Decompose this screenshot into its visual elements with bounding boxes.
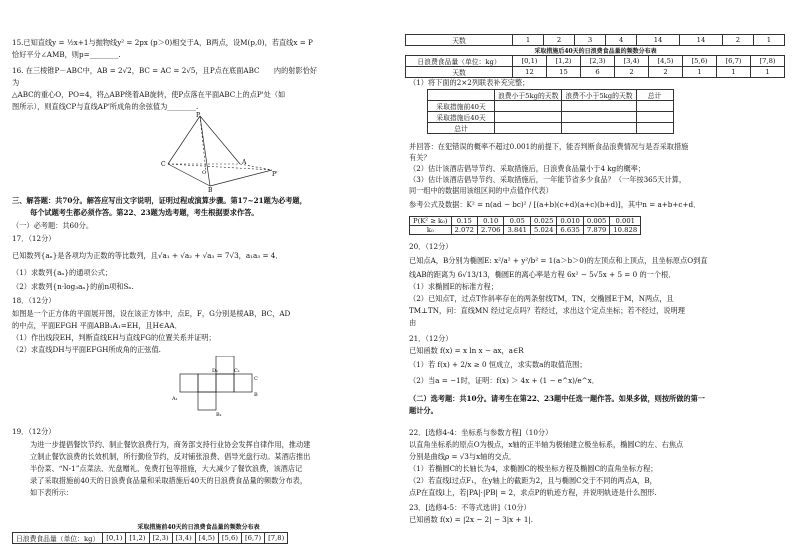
- q18-part2: （2）求直线DH与平面EFGH所成角的正弦值.: [12, 345, 161, 354]
- q20-part2: （2）已知点T，过点T作斜率存在的两条射线TM，TN，交椭圆E于M，N两点，且: [409, 294, 674, 303]
- ct-cell: [562, 101, 636, 112]
- ct-header: 总计: [636, 90, 673, 101]
- ct-cell: [636, 112, 673, 123]
- section-optional-line2: 题计分。: [409, 406, 438, 415]
- table1-bin: [4,5): [195, 533, 218, 544]
- table1-bin: [1,2): [126, 533, 149, 544]
- table-row: [428, 123, 674, 134]
- table1-day-count: 4: [606, 35, 637, 46]
- label-C: C: [161, 161, 166, 168]
- table1-day-count: 3: [575, 35, 606, 46]
- table2-post-measure: [405, 55, 785, 78]
- q17-part2: （2）求数列{n·log₃aₙ}的前n项和Sₙ.: [12, 282, 134, 291]
- table2-day-count: 2: [615, 67, 649, 78]
- table-row: [428, 101, 674, 112]
- q20-part1: （1）求椭圆E的标准方程；: [409, 282, 498, 291]
- label-B: B: [208, 187, 213, 192]
- ct-row-label: 采取措施后40天: [428, 112, 495, 123]
- q20-part2-cont: TM⊥TN，问：直线MN 经过定点吗？若经过，求出这个定点坐标；若不经过，说明理: [409, 306, 685, 315]
- q20-part2-end: 由: [409, 318, 417, 327]
- table1-bin: [6,7): [242, 533, 265, 544]
- table2-bin: [2,3): [581, 56, 615, 67]
- q22-part2: （2）若直线l过点F₁，在y轴上的截距为2，且与椭圆C交于不同的两点A，B，: [409, 476, 657, 485]
- table1-bin: [0,1): [103, 533, 126, 544]
- table2-bin: [5,6): [683, 56, 717, 67]
- q19-part3: （3）估计该酒店倡导节约、采取措施后，一年能节省多少食品？（一年按365天计算，: [409, 175, 687, 184]
- table2-bin: [0,1): [513, 56, 547, 67]
- ct-cell: [562, 123, 636, 134]
- net-label-B1: B₁: [216, 412, 222, 418]
- ref-header: 0.05: [504, 217, 530, 226]
- q23-stem: 已知函数 f(x) = |2x − 2| − 3|x + 1|.: [409, 515, 534, 524]
- q19-part1: （1）将下面的2×2列联表补充完整；: [409, 78, 530, 87]
- ref-value: 2.072: [451, 226, 477, 235]
- table1-header-label: 日浪费食品量（单位：kg）: [13, 533, 103, 544]
- ref-value: 10.828: [610, 226, 641, 235]
- q19-part3-cont: 同一组中的数据用该组区间的中点值作代表）: [409, 186, 553, 195]
- label-P-prime: P': [272, 171, 278, 178]
- table2-day-count: 1: [751, 67, 785, 78]
- label-A: A: [242, 159, 247, 166]
- table1-bin: [7,8): [265, 533, 288, 544]
- table-row: [428, 90, 674, 101]
- table1-day-count: 1: [753, 35, 784, 46]
- ct-cell: [562, 112, 636, 123]
- q19-line2: 立制止餐饮浪费的长效机制，所行勤俭节约，反对铺张浪费、倡导光盘行动。某酒店推出: [30, 452, 311, 461]
- q18-part1: （1）作出线段EH，判断直线EH与直线FG的位置关系并证明；: [12, 333, 216, 342]
- q21-title: 21．（12分）: [409, 334, 453, 343]
- q18-stem1: 如图是一个正方体的平面展开图，设在该正方体中，点E，F，G分别是棱AB，BC，AD: [12, 309, 291, 318]
- table-row: [406, 35, 785, 46]
- q22-stem2: 分别是曲线ρ = √3与x轴的交点．: [409, 452, 517, 461]
- ref-header: 0.001: [610, 217, 641, 226]
- table2-caption: 采取措施后40天的日浪费食品量的频数分布表: [534, 48, 657, 55]
- q17-title: 17．（12分）: [12, 234, 56, 243]
- ref-value: 2.706: [478, 226, 504, 235]
- q15-line1: 15.已知直线y = ½x+1与抛物线y² = 2px (p＞0)相交于A，B两点，设M(p,0)，若直线x = P: [12, 38, 313, 47]
- ref-header: 0.15: [451, 217, 477, 226]
- q21-stem: 已知函数 f(x) = x ln x − ax，a∈R: [409, 346, 524, 355]
- q19-line5: 如下表所示：: [30, 488, 74, 497]
- ref-value: 6.635: [557, 226, 583, 235]
- section3-line1: 三、解答题：共70分。解答应写出文字说明，证明过程或演算步骤。第17~21题为必考题，: [12, 196, 307, 205]
- q19-para-line1: 并回答：在犯错误的概率不超过0.001的前提下，能否判断食品浪费情况与是否采取措施: [409, 142, 689, 151]
- ct-cell: [636, 123, 673, 134]
- table-row: [406, 67, 785, 78]
- table1-day-count: 2: [722, 35, 753, 46]
- q16-line3: △ABC的重心O，PO=4，将△ABP绕着AB旋转，使P点落在平面ABC上的点P'处（如: [12, 90, 286, 99]
- table1-bin: [3,4): [172, 533, 195, 544]
- table-row: [428, 112, 674, 123]
- table2-header-label: 日浪费食品量（单位：kg）: [406, 56, 513, 67]
- ct-header: 浪费不小于5kg的天数: [562, 90, 636, 101]
- ref-header: 0.010: [557, 217, 583, 226]
- net-label-C1: C₁: [234, 368, 240, 374]
- q16-line2: 为: [12, 78, 20, 87]
- section3-required: （一）必考题：共60分。: [12, 221, 94, 230]
- table2-day-count: 15: [547, 67, 581, 78]
- q17-part1: （1）求数列{aₙ}的通项公式；: [12, 268, 113, 277]
- q18-stem2: 的中点，平面EFGH 平面ABB₁A₁=EH，且H∈AA．: [12, 321, 182, 330]
- q19-line1: 为进一步提倡餐饮节约、制止餐饮浪费行为，商务部支持行业协会发挥自律作用，推动建: [30, 440, 311, 449]
- q20-title: 20．（12分）: [409, 242, 453, 251]
- ref-row-label: k₀: [410, 226, 452, 235]
- table1-days-label: 天数: [406, 35, 513, 46]
- q19-title: 19．（12分）: [12, 427, 56, 436]
- pyramid-figure: [160, 112, 280, 192]
- q19-line4: 录了采取措施前40天的日浪费食品量和采取措施后40天的日浪费食品量的频数分布表，: [30, 476, 308, 485]
- table2-bin: [6,7): [717, 56, 751, 67]
- q19-part2: （2）估计该酒店倡导节约、采取措施后，日浪费食品量小于4 kg的概率；: [409, 164, 646, 173]
- q22-part2-cont: 点P在直线l上，若|PA|·|PB| = 2，求点P的轨迹方程，并说明轨迹是什么图形.: [409, 488, 657, 497]
- right-page-column: [397, 0, 794, 560]
- ref-header: 0.005: [583, 217, 609, 226]
- table2-day-count: 6: [581, 67, 615, 78]
- table2-bin: [1,2): [547, 56, 581, 67]
- table-row: [410, 217, 641, 226]
- net-label-A1: A₁: [172, 396, 178, 402]
- ref-header: P(K² ≥ k₀): [410, 217, 452, 226]
- q23-title: 23．[选修4-5：不等式选讲]（10分）: [409, 503, 531, 512]
- table2-day-count: 2: [649, 67, 683, 78]
- net-label-C: C: [254, 376, 258, 382]
- net-label-B: B: [254, 392, 258, 398]
- table2-bin: [7,8): [751, 56, 785, 67]
- table1-bin: [5,6): [218, 533, 241, 544]
- ct-cell: [636, 101, 673, 112]
- q17-stem: 已知数列{aₙ}是各项均为正数的等比数列，且√a₁ + √a₂ + √a₃ = 7√3，a₁a₃ = 4．: [12, 251, 283, 260]
- q22-part1: （1）若椭圆C的长轴长为4，求椭圆C的极坐标方程及椭圆C的直角坐标方程；: [409, 464, 658, 473]
- table2-day-count: 1: [717, 67, 751, 78]
- q21-part2: （2）当a = −1时，证明：f(x) ＞ 4x + (1 − e^x)/e^x．: [409, 376, 599, 385]
- q21-part1: （1）若 f(x) + 2/x ≥ 0 恒成立，求实数a的取值范围；: [409, 360, 587, 369]
- table1-day-count: 2: [544, 35, 575, 46]
- q20-stem2: 线AB的距离为 6√13/13，椭圆E的离心率是方程 6x² − 5√5x + 5 = 0 的一个根．: [409, 270, 676, 279]
- ref-value: 5.024: [530, 226, 556, 235]
- q19-line3: 半份菜、“N-1”点菜法、光盘赠礼、免费打包等措施，大大减少了餐饮浪费，该酒店记: [30, 464, 303, 473]
- ref-header: 0.10: [478, 217, 504, 226]
- ct-header: 浪费小于5kg的天数: [495, 90, 562, 101]
- table-row: [406, 56, 785, 67]
- table1-day-count: 14: [680, 35, 723, 46]
- table2-days-label: 天数: [406, 67, 513, 78]
- q22-stem1: 以直角坐标系的原点O为极点，x轴的正半轴为极轴建立极坐标系，椭圆C的左、右焦点: [409, 440, 684, 449]
- table-row: [410, 226, 641, 235]
- q22-title: 22．[选修4-4：坐标系与参数方程]（10分）: [409, 428, 553, 437]
- table1-pre-measure: [12, 532, 288, 544]
- q19-para-line2: 有关？: [409, 153, 431, 162]
- label-O: O: [202, 170, 207, 176]
- net-label-D1: D₁: [212, 368, 219, 374]
- q20-stem1: 已知点A，B分别为椭圆E: x²/a² + y²/b² = 1(a＞b＞0)的左顶点和上顶点，且坐标原点O到直: [409, 256, 708, 265]
- ct-row-label: 总计: [428, 123, 495, 134]
- q18-title: 18．（12分）: [12, 296, 56, 305]
- table1-caption: 采取措施前40天的日浪费食品量的频数分布表: [137, 524, 260, 531]
- table1-day-count: 14: [637, 35, 680, 46]
- q16-line4: 图所示），则直线CP与直线AP'所成角的余弦值为________.: [12, 102, 199, 111]
- table2-day-count: 12: [513, 67, 547, 78]
- ref-header: 0.025: [530, 217, 556, 226]
- ref-value: 3.841: [504, 226, 530, 235]
- table1-bin: [2,3): [149, 533, 172, 544]
- ref-value: 7.879: [583, 226, 609, 235]
- q16-line1: 16. 在三棱锥P－ABC中，AB = 2√2，BC = AC = 2√5，且P点在底面ABC 内的射影恰好: [12, 66, 318, 75]
- formula-line: 参考公式及数据：K² = n(ad − bc)² / [(a+b)(c+d)(a+c)(b+d)]，其中n = a+b+c+d．: [409, 200, 701, 209]
- table1-day-count: 1: [513, 35, 544, 46]
- table1-days-row: [405, 34, 785, 46]
- section3-line2: 每个试题考生都必须作答。第22、23题为选考题，考生根据要求作答。: [30, 208, 259, 217]
- contingency-table: [427, 89, 674, 134]
- section-optional-line1: （二）选考题：共10分。请考生在第22、23题中任选一题作答。如果多做，则按所做的第一: [409, 394, 705, 403]
- ct-cell: [495, 112, 562, 123]
- ct-cell: [495, 101, 562, 112]
- k2-reference-table: [409, 216, 641, 235]
- ct-cell: [495, 123, 562, 134]
- label-P: P: [196, 112, 201, 119]
- ct-header-corner: [428, 90, 495, 101]
- table2-bin: [4,5): [649, 56, 683, 67]
- ct-row-label: 采取措施前40天: [428, 101, 495, 112]
- table2-bin: [3,4): [615, 56, 649, 67]
- q15-line2: 恰好平分∠AMB，则p=________.: [12, 50, 121, 59]
- table2-day-count: 1: [683, 67, 717, 78]
- table-row: [13, 533, 288, 544]
- cube-net-figure: [170, 356, 280, 418]
